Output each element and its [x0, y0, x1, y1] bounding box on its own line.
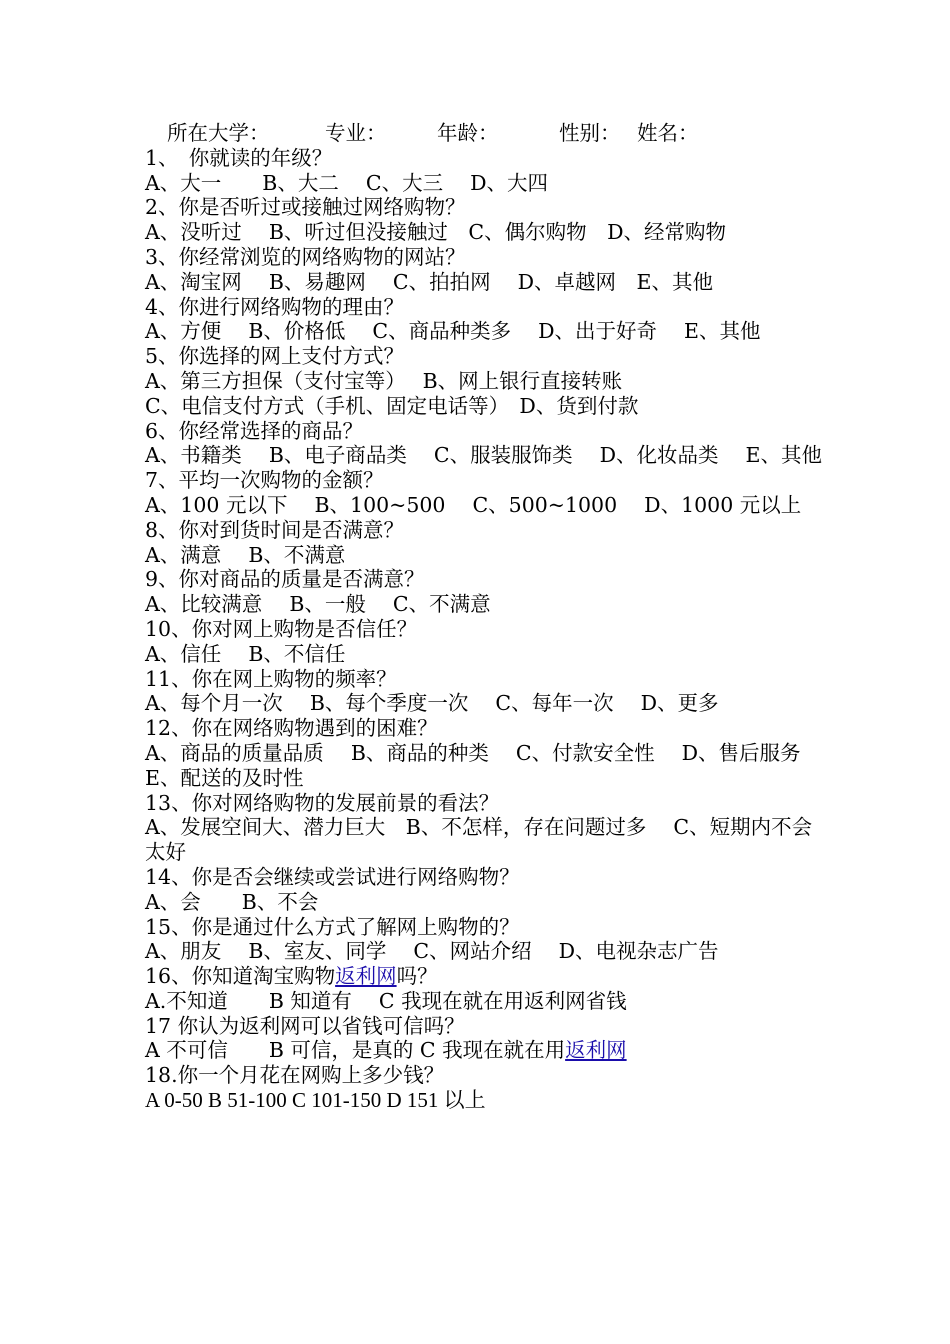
survey-line: A、大一 B、大二 C、大三 D、大四 — [145, 170, 549, 195]
survey-line: A、100 元以下 B、100~500 C、500~1000 D、1000 元以上 — [145, 492, 802, 517]
name-label: 姓名： — [637, 121, 699, 145]
survey-line: A、每个月一次 B、每个季度一次 C、每年一次 D、更多 — [145, 691, 719, 716]
survey-line: A、淘宝网 B、易趣网 C、拍拍网 D、卓越网 E、其他 — [145, 269, 714, 294]
q18-answer: A 0-50 B 51-100 C 101-150 D 151 以上 — [145, 1088, 486, 1113]
fanli-link-2[interactable]: 返利网 — [565, 1038, 627, 1063]
survey-line: 15、你是通过什么方式了解网上购物的？ — [145, 914, 520, 939]
q18-question: 18.你一个月花在网购上多少钱？ — [145, 1063, 445, 1088]
survey-line: 4、你进行网络购物的理由？ — [145, 294, 405, 319]
survey-line: A、朋友 B、室友、同学 C、网站介绍 D、电视杂志广告 — [145, 939, 719, 964]
survey-line: 1、 你就读的年级？ — [145, 145, 333, 170]
survey-line: C、电信支付方式（手机、固定电话等） D、货到付款 — [145, 393, 639, 418]
survey-line: 13、你对网络购物的发展前景的看法？ — [145, 790, 500, 815]
major-label: 专业： — [325, 121, 387, 145]
survey-line: 7、平均一次购物的金额？ — [145, 468, 384, 493]
gender-label: 性别： — [559, 121, 621, 145]
survey-line: A、会 B、不会 — [145, 889, 319, 914]
survey-line: 9、你对商品的质量是否满意？ — [145, 567, 425, 592]
survey-line: 12、你在网络购物遇到的困难？ — [145, 716, 438, 741]
survey-line: E、配送的及时性 — [145, 765, 304, 790]
survey-line: 11、你在网上购物的频率？ — [145, 666, 397, 691]
university-label: 所在大学： — [167, 121, 270, 145]
survey-line: 5、你选择的网上支付方式？ — [145, 344, 405, 369]
survey-line: A、信任 B、不信任 — [145, 641, 346, 666]
survey-header — [145, 121, 825, 146]
survey-line: 3、你经常浏览的网络购物的网站？ — [145, 244, 466, 269]
survey-line: A、比较满意 B、一般 C、不满意 — [145, 592, 491, 617]
age-label: 年龄： — [437, 121, 499, 145]
questions-block-b — [145, 865, 825, 964]
survey-line: A、没听过 B、听过但没接触过 C、偶尔购物 D、经常购物 — [145, 220, 727, 245]
q13-answer: A、发展空间大、潜力巨大 B、不怎样，存在问题过多 C、短期内不会太好 — [145, 815, 813, 865]
survey-line: 6、你经常选择的商品？ — [145, 418, 364, 443]
survey-line: 2、你是否听过或接触过网络购物？ — [145, 195, 466, 220]
q16-prefix: 16、你知道淘宝购物 — [145, 964, 336, 989]
survey-line: 10、你对网上购物是否信任？ — [145, 616, 418, 641]
fanli-link[interactable]: 返利网 — [335, 964, 397, 989]
survey-line: A、方便 B、价格低 C、商品种类多 D、出于好奇 E、其他 — [145, 319, 761, 344]
questions-block-a — [145, 146, 825, 816]
survey-line: A、商品的质量品质 B、商品的种类 C、付款安全性 D、售后服务 — [145, 740, 801, 765]
survey-line: A、第三方担保（支付宝等） B、网上银行直接转账 — [145, 368, 623, 393]
q16-suffix: 吗？ — [396, 964, 438, 989]
survey-line: 8、你对到货时间是否满意？ — [145, 517, 405, 542]
q16-question — [145, 964, 825, 989]
q17-answer — [145, 1038, 825, 1063]
q17-answer-prefix: A 不可信 B 可信，是真的 C 我现在就在用 — [145, 1038, 566, 1063]
survey-line: A、满意 B、不满意 — [145, 542, 346, 567]
survey-content — [145, 121, 825, 1113]
q16-answer: A.不知道 B 知道有 C 我现在就在用返利网省钱 — [145, 988, 627, 1013]
survey-line: A、书籍类 B、电子商品类 C、服装服饰类 D、化妆品类 E、其他 — [145, 443, 823, 468]
q17-question: 17 你认为返利网可以省钱可信吗？ — [145, 1013, 465, 1038]
survey-line: 14、你是否会继续或尝试进行网络购物？ — [145, 864, 520, 889]
